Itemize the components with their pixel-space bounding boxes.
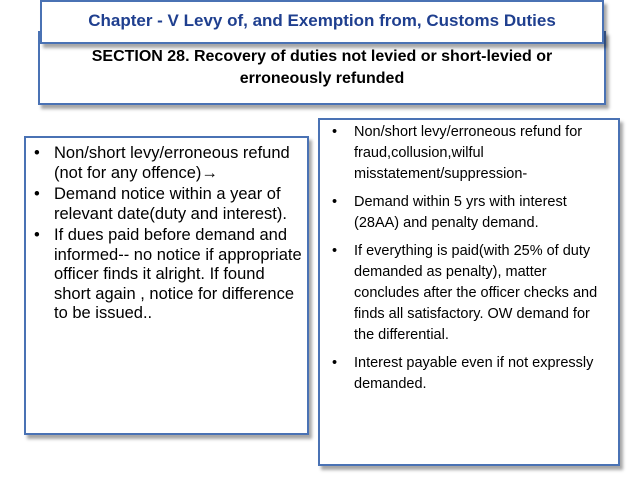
bullet-icon: • [332,243,338,259]
list-item [330,192,614,234]
list-item [32,226,302,324]
right-bullet-list [330,122,614,402]
list-item [32,144,302,183]
list-item-text: Demand within 5 yrs with interest (28AA) and penalty demand. [354,194,567,231]
list-item-text: If everything is paid(with 25% of duty demanded as penalty), matter concludes after the officer checks and finds all satisfactory. OW demand for the differential. [354,243,598,343]
list-item-text: Non/short levy/erroneous refund (not for any offence)→ [54,144,290,182]
list-item-text: Demand notice within a year of relevant date(duty and interest). [54,185,287,223]
left-panel [24,136,309,435]
chapter-title-box [40,0,604,44]
bullet-icon: • [34,185,40,203]
left-bullet-list [32,144,302,326]
list-item-text: Interest payable even if not expressly demanded. [354,355,594,392]
bullet-icon: • [332,194,338,210]
section-title: SECTION 28. Recovery of duties not levied or short-levied or erroneously refunded [91,48,553,87]
list-item [330,122,614,185]
bullet-icon: • [34,144,40,162]
list-item [330,353,614,395]
list-item-text: If dues paid before demand and informed-- no notice if appropriate officer finds it alright. If found short again , notice for difference to be issued.. [54,226,302,322]
list-item [330,241,614,346]
right-panel [318,118,620,466]
bullet-icon: • [332,124,338,140]
chapter-title: Chapter - V Levy of, and Exemption from, Customs Duties [88,11,556,30]
bullet-icon: • [332,355,338,371]
list-item-text: Non/short levy/erroneous refund for fraud,collusion,wilful misstatement/suppression- [354,124,583,182]
bullet-icon: • [34,226,40,244]
list-item [32,185,302,224]
